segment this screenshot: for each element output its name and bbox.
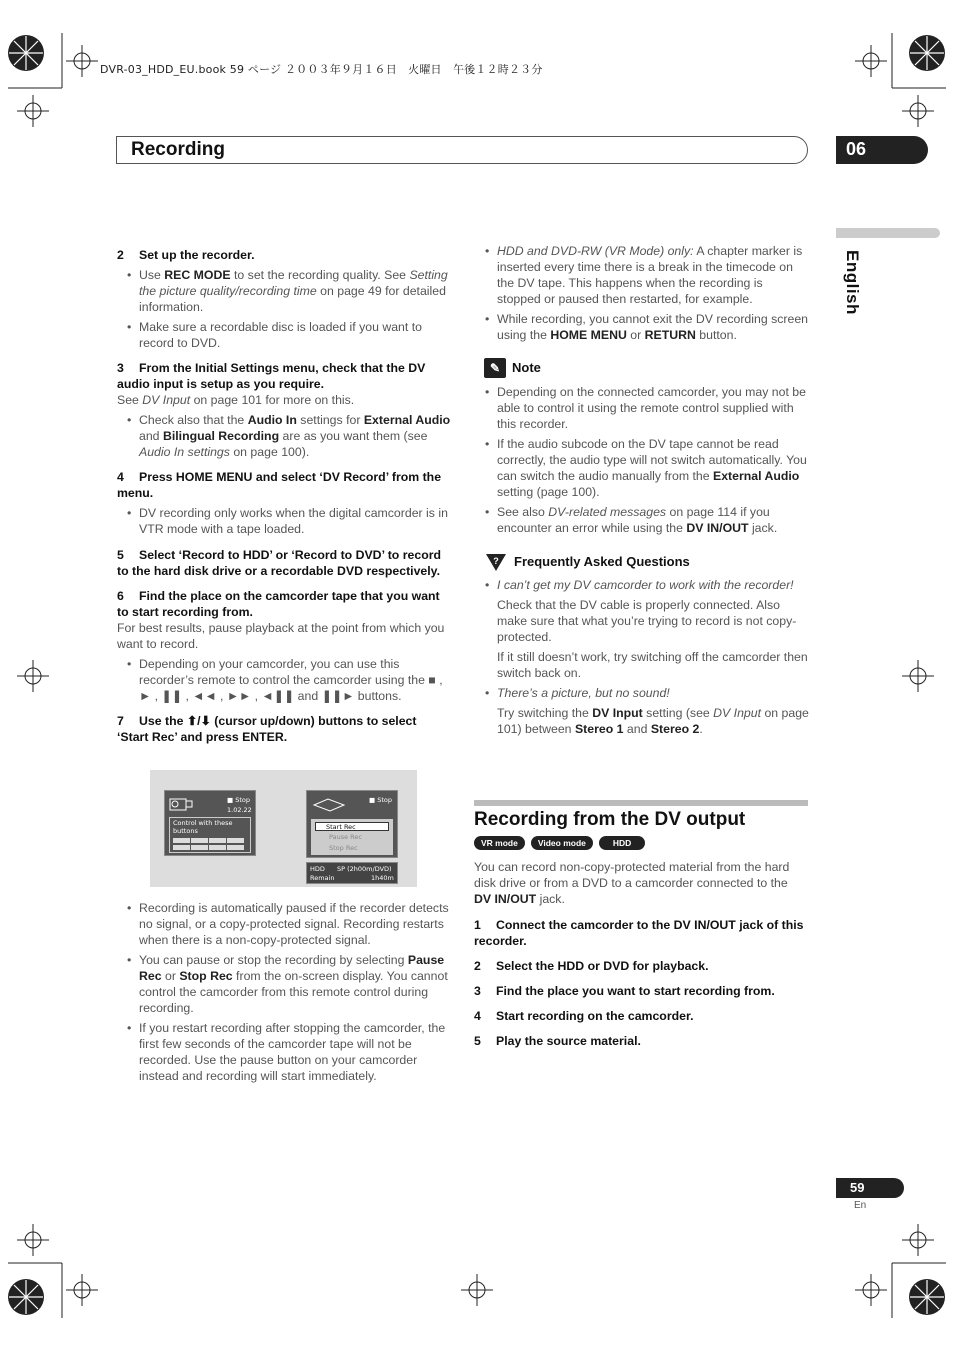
tag-hdd: HDD bbox=[599, 836, 645, 850]
dv-step-5: 5 Play the source material. bbox=[474, 1034, 641, 1048]
dv-output-section bbox=[474, 770, 808, 1049]
osd-status-bar: HDD SP (2h00m/DVD) Remain 1h40m bbox=[306, 862, 398, 884]
list-item: • Depending on your camcorder, you can use this recorder’s remote to control the camcorder using the ■ , ► , ❚❚ , ◄◄ , ►► , ◄❚❚ and ❚❚► buttons. bbox=[117, 656, 451, 704]
step-7: 7 Use the ⬆/⬇ (cursor up/down) buttons to select ‘Start Rec’ and press ENTER. bbox=[117, 714, 417, 744]
tag-vr-mode: VR mode bbox=[474, 836, 525, 850]
pencil-note-icon: ✎ bbox=[484, 358, 506, 378]
left-column bbox=[117, 239, 451, 745]
paragraph: For best results, pause playback at the point from which you want to record. bbox=[117, 621, 445, 651]
recorder-icon bbox=[312, 797, 346, 813]
osd-time: 1.02.22 bbox=[227, 806, 252, 814]
question-bubble-icon bbox=[484, 552, 508, 572]
left-column-lower bbox=[117, 896, 451, 1084]
chapter-number: 06 bbox=[846, 139, 867, 159]
osd-control-box: Control with these buttons bbox=[169, 817, 251, 853]
list-item: • Depending on the connected camcorder, you may not be able to control it using the remote control supplied with this recorder. bbox=[484, 384, 809, 432]
paragraph: You can record non-copy-protected material from the hard disk drive or from a DVD to a camcorder connected to the DV IN/OUT jack. bbox=[474, 860, 790, 906]
page-number-badge bbox=[836, 1178, 904, 1198]
dv-step-3: 3 Find the place you want to start recording from. bbox=[474, 984, 775, 998]
dv-step-4: 4 Start recording on the camcorder. bbox=[474, 1009, 694, 1023]
list-item: • If you restart recording after stopping the camcorder, the first few seconds of the camcorder tape will not be recorded. Use the pause button on your camcorder instead and recording will start immediately. bbox=[117, 1020, 451, 1084]
osd-stop-label: ■ Stop bbox=[227, 796, 250, 804]
mode-tags bbox=[474, 836, 808, 850]
chapter-badge bbox=[836, 136, 928, 164]
faq-heading bbox=[484, 552, 809, 572]
list-item: • DV recording only works when the digital camcorder is in VTR mode with a tape loaded. bbox=[117, 505, 451, 537]
dv-step-2: 2 Select the HDD or DVD for playback. bbox=[474, 959, 709, 973]
step-5: 5 Select ‘Record to HDD’ or ‘Record to DVD’ to record to the hard disk drive or a recordable DVD respectively. bbox=[117, 548, 442, 578]
step-4: 4 Press HOME MENU and select ‘DV Record’ from the menu. bbox=[117, 470, 442, 500]
dv-step-1: 1 Connect the camcorder to the DV IN/OUT jack of this recorder. bbox=[474, 918, 804, 948]
note-heading bbox=[484, 358, 809, 378]
step-3: 3 From the Initial Settings menu, check that the DV audio input is setup as you require. bbox=[117, 361, 426, 391]
list-item: • HDD and DVD-RW (VR Mode) only: A chapter marker is inserted every time there is a break in the timecode on the DV tape. This happens when the recording is stopped or paused then restarted, for example. bbox=[484, 243, 809, 307]
faq-question: • I can’t get my DV camcorder to work with the recorder! bbox=[484, 577, 809, 593]
language-tab-bar bbox=[836, 228, 940, 238]
section-divider bbox=[474, 800, 808, 806]
right-column bbox=[484, 243, 809, 737]
osd-record-panel bbox=[306, 790, 398, 858]
step-6: 6 Find the place on the camcorder tape that you want to start recording from. bbox=[117, 589, 440, 619]
list-item: • See also DV-related messages on page 114 if you encounter an error while using the DV IN/OUT jack. bbox=[484, 504, 809, 536]
camcorder-icon bbox=[168, 794, 194, 814]
page-language: En bbox=[854, 1200, 867, 1211]
book-file-line: DVR-03_HDD_EU.book 59 ページ ２００３年９月１６日 火曜日 午後１２時２３分 bbox=[100, 63, 543, 76]
osd-menu-pause-rec[interactable]: Pause Rec bbox=[329, 833, 362, 841]
faq-answer: Check that the DV cable is properly connected. Also make sure that what you’re trying to record is not copy-protected. bbox=[497, 598, 797, 644]
paragraph: See DV Input on page 101 for more on this. bbox=[117, 393, 355, 407]
faq-answer: Try switching the DV Input setting (see DV Input on page 101) between Stereo 1 and Stereo 2. bbox=[497, 706, 809, 736]
list-item: • Recording is automatically paused if the recorder detects no signal, or a copy-protected signal. Recording restarts when there is a non-copy-protected signal. bbox=[117, 900, 451, 948]
faq-question: • There’s a picture, but no sound! bbox=[484, 685, 809, 701]
language-tab-label: English bbox=[843, 250, 862, 315]
list-item: • Make sure a recordable disc is loaded if you want to record to DVD. bbox=[117, 319, 451, 351]
section-title: Recording bbox=[131, 139, 225, 160]
osd-menu bbox=[311, 819, 393, 855]
osd-screenshot bbox=[150, 770, 417, 887]
list-item: • Check also that the Audio In settings for External Audio and Bilingual Recording are as you want them (see Audio In settings on page 100). bbox=[117, 412, 451, 460]
list-item: • While recording, you cannot exit the DV recording screen using the HOME MENU or RETURN button. bbox=[484, 311, 809, 343]
list-item: • Use REC MODE to set the recording quality. See Setting the picture quality/recording time on page 49 for detailed information. bbox=[117, 267, 451, 315]
osd-camcorder-panel bbox=[164, 790, 256, 856]
osd-stop-label: ■ Stop bbox=[369, 796, 392, 804]
osd-button-grid bbox=[173, 838, 247, 850]
tag-video-mode: Video mode bbox=[531, 836, 593, 850]
page-number: 59 bbox=[850, 1180, 865, 1195]
step-2: 2 Set up the recorder. bbox=[117, 248, 255, 262]
faq-title: Frequently Asked Questions bbox=[514, 554, 690, 569]
note-title: Note bbox=[512, 360, 541, 375]
svg-text:?: ? bbox=[493, 556, 499, 566]
faq-answer: If it still doesn’t work, try switching off the camcorder then switch back on. bbox=[497, 650, 808, 680]
list-item: • You can pause or stop the recording by selecting Pause Rec or Stop Rec from the on-screen display. You cannot control the camcorder from this remote control during recording. bbox=[117, 952, 451, 1016]
osd-menu-start-rec[interactable]: Start Rec bbox=[315, 822, 389, 831]
section-heading: Recording from the DV output bbox=[474, 809, 746, 830]
list-item: • If the audio subcode on the DV tape cannot be read correctly, the audio type will not switch automatically. You can switch the audio manually from the External Audio setting (page 100). bbox=[484, 436, 809, 500]
section-header bbox=[116, 136, 808, 164]
osd-menu-stop-rec[interactable]: Stop Rec bbox=[329, 844, 358, 852]
